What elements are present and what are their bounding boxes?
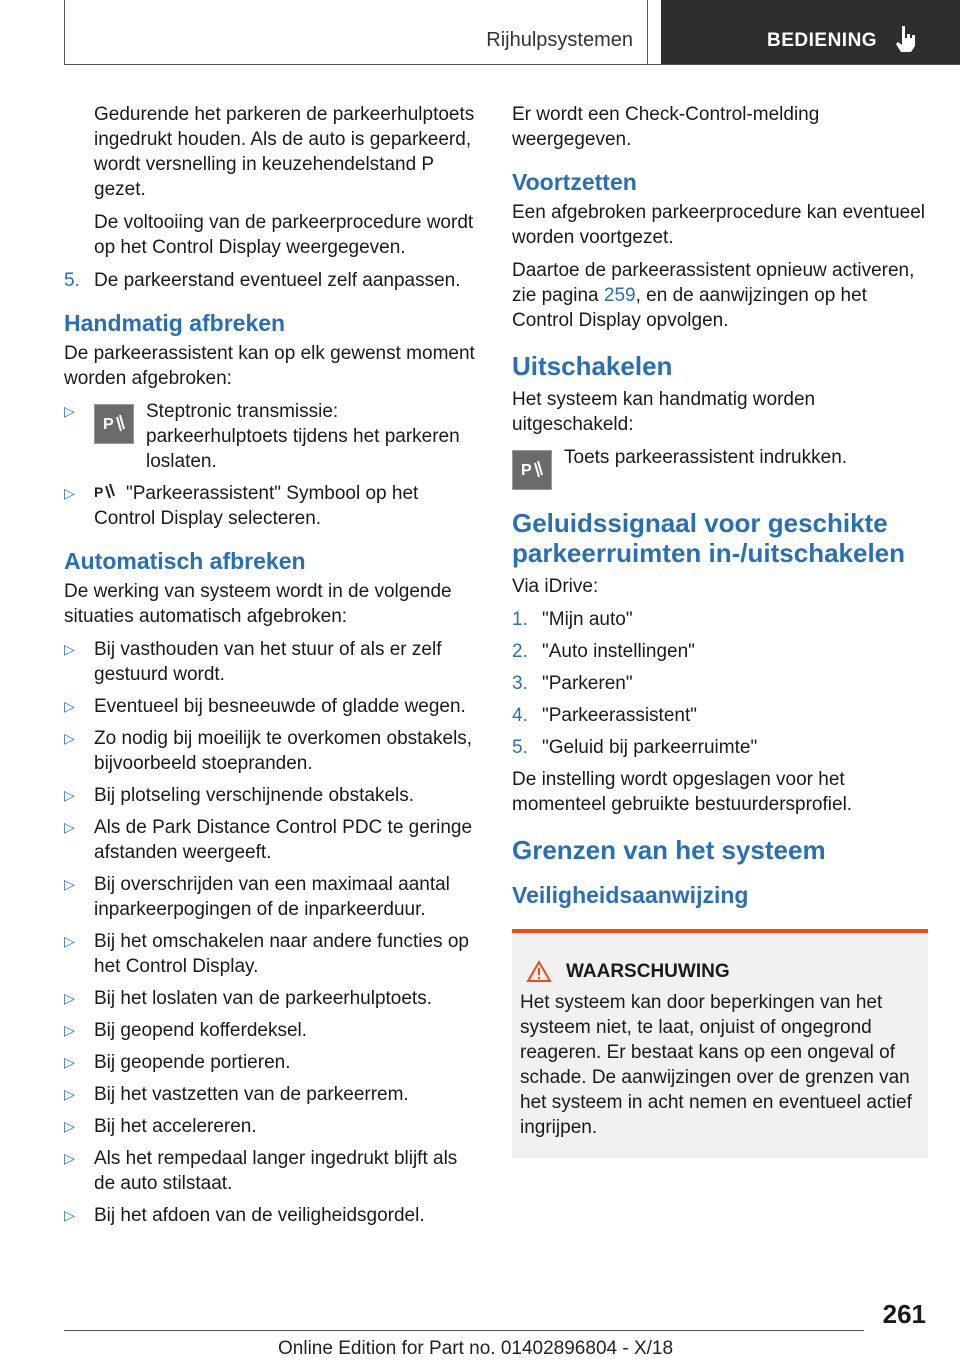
step-number: 5. (64, 270, 80, 291)
triangle-bullet-icon: ▷ (64, 1150, 75, 1166)
triangle-bullet-icon: ▷ (64, 730, 75, 746)
heading-continue: Voortzetten (512, 169, 637, 195)
triangle-bullet-icon: ▷ (64, 1054, 75, 1070)
hand-pointer-icon (893, 24, 919, 54)
triangle-bullet-icon: ▷ (64, 933, 75, 949)
paragraph: Daartoe de parkeerassistent opnieuw activeren, zie pagina 259, en de aanwijzingen op het Control Display opvolgen. (512, 260, 915, 331)
numbered-step: 4. "Parkeerassistent" (512, 705, 697, 726)
list-text: Steptronic transmissie: parkeerhulptoets tijdens het parkeren loslaten. (146, 401, 460, 472)
warning-title: WAARSCHUWING (520, 959, 920, 984)
paragraph: Via iDrive: (512, 576, 599, 597)
right-column (512, 102, 928, 1158)
warning-box (512, 929, 928, 1158)
list-text: "Parkeerassistent" Symbool op het Control Display selecteren. (94, 483, 419, 529)
header-tab[interactable] (661, 0, 960, 65)
parking-assist-button-icon (512, 450, 552, 490)
list-item: ▷ Bij het afdoen van de veiligheidsgordel. (64, 1205, 425, 1226)
left-column (64, 102, 479, 1235)
list-item: ▷ Bij geopende portieren. (64, 1052, 291, 1073)
paragraph: De parkeerassistent kan op elk gewenst moment worden afgebroken: (64, 343, 475, 389)
paragraph: De voltooiing van de parkeerprocedure wordt op het Control Display weergegeven. (94, 212, 474, 258)
section-title: Rijhulpsystemen (486, 29, 633, 51)
heading-sound: Geluidssignaal voor geschikte parkeerruimten in-/uitschakelen (512, 508, 906, 568)
auto-list (64, 637, 479, 1228)
button-instruction (512, 445, 928, 490)
numbered-step: 1. "Mijn auto" (512, 609, 633, 630)
list-item: ▷ Bij overschrijden van een maximaal aantal inparkeerpogingen of de inparkeerduur. (64, 874, 450, 920)
triangle-bullet-icon: ▷ (64, 990, 75, 1006)
numbered-step: 5. "Geluid bij parkeerruimte" (512, 737, 758, 758)
tab-label: BEDIENING (767, 30, 878, 51)
warning-triangle-icon (526, 960, 552, 983)
step-text: De parkeerstand eventueel zelf aanpassen. (94, 270, 461, 291)
list-item: ▷ Bij het accelereren. (64, 1116, 257, 1137)
list-item: ▷ Als het rempedaal langer ingedrukt blijft als de auto stilstaat. (64, 1148, 458, 1194)
triangle-bullet-icon: ▷ (64, 1086, 75, 1102)
numbered-step: 3. "Parkeren" (512, 673, 633, 694)
warning-text: Het systeem kan door beperkingen van het systeem niet, te laat, onjuist of ongegrond reageren. Er bestaat kans op een ongeval of schade. De aanwijzingen over de grenzen van het systeem in acht nemen en eventueel actief ingrijpen. (520, 992, 912, 1138)
list-item: ▷ Bij vasthouden van het stuur of als er zelf gestuurd wordt. (64, 639, 442, 685)
page-link[interactable]: 259 (603, 285, 636, 306)
triangle-bullet-icon: ▷ (64, 641, 75, 657)
paragraph: Een afgebroken parkeerprocedure kan eventueel worden voortgezet. (512, 202, 926, 248)
heading-safety: Veiligheidsaanwijzing (512, 882, 749, 908)
list-item (64, 481, 479, 531)
svg-text:P: P (94, 484, 104, 500)
triangle-bullet-icon: ▷ (64, 1022, 75, 1038)
list-item: ▷ Bij het loslaten van de parkeerhulptoets. (64, 988, 432, 1009)
triangle-bullet-icon: ▷ (64, 485, 75, 501)
paragraph: Er wordt een Check-Control-melding weergegeven. (512, 104, 820, 150)
heading-manual: Handmatig afbreken (64, 310, 286, 336)
numbered-step: 2. "Auto instellingen" (512, 641, 695, 662)
triangle-bullet-icon: ▷ (64, 1207, 75, 1223)
paragraph: Het systeem kan handmatig worden uitgeschakeld: (512, 389, 816, 435)
heading-limits: Grenzen van het systeem (512, 835, 826, 865)
list-item: ▷ Bij plotseling verschijnende obstakels. (64, 785, 415, 806)
heading-off: Uitschakelen (512, 351, 673, 381)
svg-text:P: P (521, 462, 532, 479)
footer-edition: Online Edition for Part no. 01402896804 - X/18 (278, 1338, 674, 1359)
list-item (64, 399, 479, 474)
header-section (64, 0, 648, 64)
paragraph: Gedurende het parkeren de parkeerhulptoets ingedrukt houden. Als de auto is geparkeerd, wordt versnelling in keuzehendelstand P gezet. (94, 104, 475, 200)
svg-text:P: P (103, 416, 114, 433)
instruction-text: Toets parkeerassistent indrukken. (564, 447, 848, 468)
list-item: ▷ Bij het omschakelen naar andere functies op het Control Display. (64, 931, 469, 977)
triangle-bullet-icon: ▷ (64, 787, 75, 803)
page-number: 261 (882, 1299, 926, 1329)
triangle-bullet-icon: ▷ (64, 1118, 75, 1134)
list-item: ▷ Zo nodig bij moeilijk te overkomen obstakels, bijvoorbeeld stoepranden. (64, 728, 473, 774)
heading-auto: Automatisch afbreken (64, 548, 306, 574)
header-rule (64, 64, 960, 65)
footer-rule (64, 1330, 864, 1331)
list-item: ▷ Bij geopend kofferdeksel. (64, 1020, 308, 1041)
parking-assist-button-icon (94, 404, 134, 444)
triangle-bullet-icon: ▷ (64, 403, 75, 419)
triangle-bullet-icon: ▷ (64, 876, 75, 892)
paragraph: De instelling wordt opgeslagen voor het momenteel gebruikte bestuurdersprofiel. (512, 769, 853, 815)
paragraph: De werking van systeem wordt in de volgende situaties automatisch afgebroken: (64, 581, 452, 627)
numbered-step (64, 268, 479, 293)
list-item: ▷ Als de Park Distance Control PDC te geringe afstanden weergeeft. (64, 817, 473, 863)
triangle-bullet-icon: ▷ (64, 819, 75, 835)
triangle-bullet-icon: ▷ (64, 698, 75, 714)
list-item: ▷ Bij het vastzetten van de parkeerrem. (64, 1084, 409, 1105)
parking-assist-symbol-icon (94, 482, 120, 502)
list-item: ▷ Eventueel bij besneeuwde of gladde wegen. (64, 696, 466, 717)
